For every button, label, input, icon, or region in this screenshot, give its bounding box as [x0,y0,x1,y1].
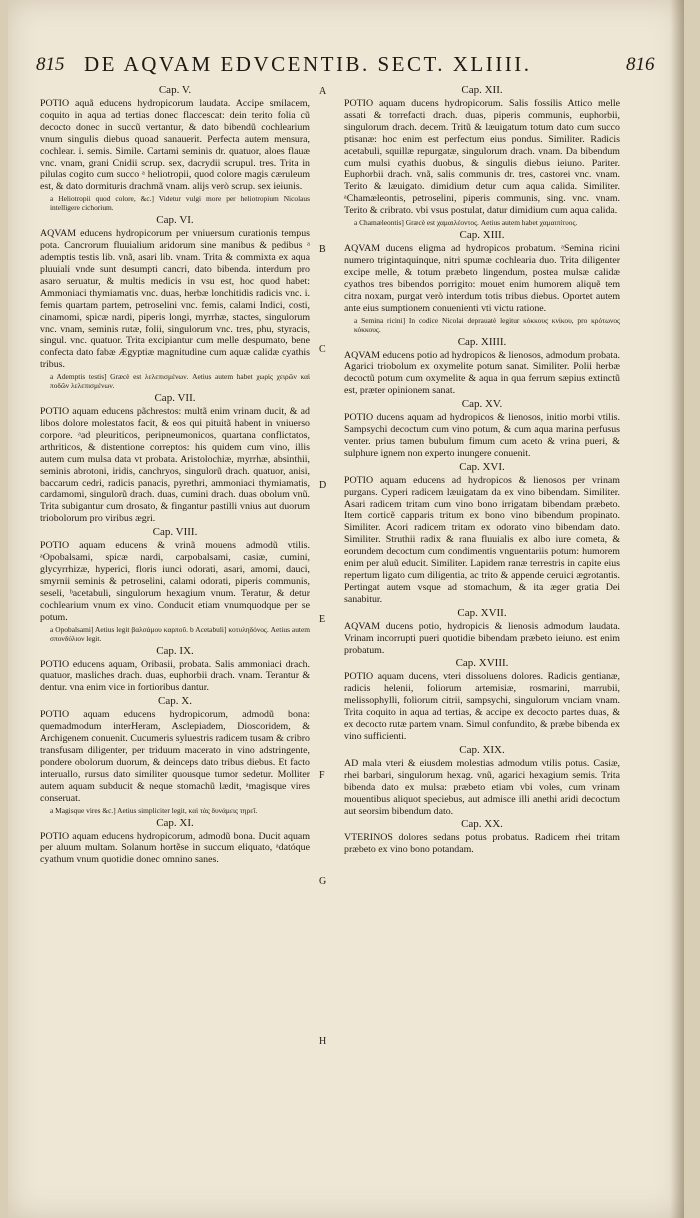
left-column [40,83,310,866]
margin-letter: A [319,86,327,97]
chapter-text: AQVAM ducens potio, hydropicis & lienosis admodum laudata. Vrinam incorrupti pueri quotidie bibendam præbeto ieiuno. est enim probatum. [344,620,620,656]
right-column [344,83,620,856]
chapter-heading: Cap. IX. [156,644,194,657]
chapter-text: VTERINOS dolores sedans potus probatus. Radicem rhei tritam præbeto ex vino bono potandam. [344,832,620,856]
annotation-note: a Magisque vires &c.] Aetius simpliciter legit, καὶ τὰς δυνάμεις τηρεῖ. [50,805,258,815]
chapter-heading: Cap. XI. [156,816,194,829]
chapter-heading: Cap. XIX. [459,743,505,756]
chapter-text: POTIO aquam ducens, vteri dissoluens dolores. Radicis gentianæ, radicis helenii, foliorum artemisiæ, rosmarini, marrubii, melissophylli, foliorum citrii, sampsychi, singulorum vnciam vnam. Trita coquito in aqua ad tertias, & accipe ex decocto partes duas, & ex decocto rutæ partem vnam. Simul confundito, & præbe bibenda ex vino sufficienti. [344,671,620,742]
annotation-note: a Chamæleontis] Græcè est χαμαιλέοντος. Aetius autem habet χαμαιπίτυος. [354,218,578,228]
chapter-text: AD mala vteri & eiusdem molestias admodum vtilis potus. Casiæ, rhei barbari, singulorum hexag. vnũ, agarici hexagium semis. Trita bibenda dato ex mulsa: præbeto etiam vbi voles, cum vrinam mouentibus aliquot speciebus, aut admisce illi anethi aridi decoctum aut seorsim bibendum dato. [344,757,620,817]
chapter-heading: Cap. XII. [461,84,503,96]
annotation-note: a Ademptis testis] Græcè est λελεπισμένων. Aetius autem habet χωρὶς χειρῶν καὶ ποδῶν λελεπισμένων. [50,372,310,391]
chapter-text: POTIO aquam educens hydropicorum, admodũ bona. Ducit aquam per aluum multam. Solanum hortẽse in succum eliquato, ᵃdatóque cyathum vnum quotidie donec omnino sanes. [40,830,310,866]
chapter-heading: Cap. VIII. [152,526,198,539]
book-page [8,0,684,1218]
page-header [8,54,684,84]
chapter-heading: Cap. V. [158,84,192,96]
chapter-heading: Cap. XX. [461,818,503,831]
chapter-text: POTIO aquam educens ad hydropicos & lienosos per vrinam purgans. Cyperi radicem læuigatam da ex vino bibendam. Similiter. Asari radicem tritam cum vino bono irrigatam bibendam præbeto. Item corticẽ capparis tritum ex bono vino bibendum propinato. Similiter. Acori radicem tritam ex odorato vino bibendam dato. Similiter. Struthii radix & rana fluuialis ex albo iure cometa, & eorundem decoctum cum condimentis vnguentariis potum: humorem enim per aluũ educit. Similiter. Lapidem ranæ terrestris in capite eius repertum ligato cum diligentia, ac trito & appende ceruici ægrotantis. Pertingat autem vsque ad stomachum, & ita æger gratia Dei sanabitur. [344,474,620,605]
chapter-text: POTIO aquã educens hydropicorum laudata. Accipe smilacem, coquito in aqua ad tertias donec flaccescat: dein terito folia cũ decocto donec in succũ vertantur, & dato bibendũ cochlearium vnum singulis diebus quoad sanauerit. Perfecta autem mensura, cochlear. i. semis. Simile. Cartami seminis dr. quatuor, aloes flauæ vnc. vnam, grani Cnidii scrup. sex, dacrydii scrupul. tres. Trita in pilulas cogito cum succo ᵃ heliotropii, quod colore magis cæruleum est, & dato dormituris drachmã vnam. alijs verò scrup. sex ieiunis. [40,98,310,193]
chapter-heading: Cap. XVII. [457,606,507,619]
chapter-text: POTIO aquam educens & vrinã mouens admodũ vtilis. ᵃOpobalsami, spicæ nardi, carpobalsami, casiæ, cumini, glycyrrhizæ, hyperici, floris iunci odorati, asari, amomi, dauci, smyrnii seminis & petroselini, calami odorati, piperis communis, seseli, ᵇacetabuli, singulorum hexagium vnum. Teratur, & detur cochlearium vnum ex vino. Conducit etiam vnumquodque per se potum. [40,540,310,623]
chapter-heading: Cap. XVIII. [455,657,509,670]
chapter-text: AQVAM educens potio ad hydropicos & lienosos, admodum probata. Agarici triobolum ex oxymelite potum sanat. Similiter. Polii herbæ decoctũ potum cum oxymelite & aqua in qua ferrum sæpius extinctũ est, præter opinionem sanat. [344,349,620,397]
page-edge-shadow [670,0,684,1218]
chapter-heading: Cap. XVI. [459,460,505,473]
running-title: DE AQVAM EDVCENTIB. SECT. XLIIII. [84,52,532,76]
chapter-heading: Cap. VII. [154,392,196,405]
chapter-text: AQVAM ducens eligma ad hydropicos probatum. ᵃSemina ricini numero trigintaquinque, nitri spumæ cochlearia duo. Trita diligenter excipe melle, & totum præbeto lingendum, postea mulsæ calidæ cyathos tres bibendos porrigito: mouet enim humorem aliquẽ tem citra noxam, purgat verò interdum totis tribus diebus. Oportet autem ante eius sumptionem conuenienti vti victu ratione. [344,243,620,314]
page-number-left: 815 [36,54,65,75]
margin-letter: D [319,480,327,491]
chapter-text: AQVAM educens hydropicorum per vniuersum curationis tempus pota. Cancrorum fluuialium aridorum sine manibus & pedibus ᵃ ademptis testis lib. vnã, asari lib. vnam. Trita & commixta ex aqua pluuiali vnde sunt desumpti cancri, dato bibenda. interdum pro asaro seruatur, & multis medicis in vsu est, hoc quod habet: Ammoniaci thymiamatis vnc. duas, herbæ lonchitidis radicis vnc. i. femis quartam partem, petroselini vnc. femis, calami Indici, costi, cinamomi, spicæ nardi, piperis longi, myrrhæ, stactes, singulorum vnc. vnam, seminis rutæ, folii, singulorum vnc. tres, phu, styracis, singul. vnc. quatuor. Trita excipiantur cum melle despumato, bene confecta dato fabæ Ægyptiæ magnitudine cum aquæ calidæ cyathis tribus. [40,228,310,371]
annotation-note: a Heliotropii quod colore, &c.] Videtur vulgi more per heliotropium Nicolaus intelligere cichorium. [50,194,310,213]
annotation-note: a Opobalsami] Aetius legit βαλσάμου καρποῦ. b Acetabuli] κοτυληδόνος. Aetius autem σπονδύλιον legit. [50,624,310,643]
chapter-text: POTIO aquam educens hydropicorum, admodũ bona: quemadmodum interHeram, Asclepiadem, Dioscoridem, & Archigenem conuenit. Cucumeris syluestris radicem tusam & cribro transfusam diligenter, per triduum macerato in vino adstringente, pondere obolorum duorum, & deinceps dato tribus diebus. Et facto interuallo, rursus dato similiter quousque tumor sedetur. Molliter autem aquam subducit & neque stomachũ lædit, ᵃmagisque vires conseruat. [40,709,310,804]
chapter-heading: Cap. VI. [156,214,194,227]
chapter-heading: Cap. XIII. [459,229,505,242]
chapter-heading: Cap. X. [158,695,192,708]
chapter-text: POTIO aquam educens pãchrestos: multã enim vrinam ducit, & ad libos dolore molestatos facit, & eos qui pituitã habent in vniuerso corpore. ᵃad pleuriticos, peripneumonicos, quartana conflictatos, arthriticos, & distentione correptos: his quidem cum vino, illis autem cum mulsa data vt probata. Aristolochiæ, myrrhæ, absinthii, seminis abrotoni, iridis, canchryos, singulorũ drach. quatuor, anisi, baccarum cedri, radicis panacis, pyrethri, ammoniaci thymiamatis, cardamomi, singulorũ drach. duas, cumini drach. duas obolum vnũ. Trita subigantur cum drosato, & fingantur pastilli vnius aut duorum triobolorum pro viribus ægri. [40,406,310,525]
chapter-text: POTIO educens aquam, Oribasii, probata. Salis ammoniaci drach. quatuor, masliches drach. duas, euphorbii drach. vnam. Terantur & dentur. vna enim vice in fortioribus dantur. [40,658,310,694]
chapter-heading: Cap. XV. [461,398,503,411]
margin-letter: H [319,1036,327,1047]
margin-letter: C [319,344,326,355]
chapter-text: POTIO aquam ducens hydropicorum. Salis fossilis Attico melle assati & torrefacti drach. duas, piperis communis, euphorbii, singulorum drach. decem. Tritũ & læuigatum totum dato cum succo ptisanæ: hoc enim est perfectum eius pondus. Similiter. Radicis acetabuli, squillæ repurgatæ, singulorum drach. vnam. Da bibendum cum mulsi cyathis duobus, & singulis diebus ieiuno. Pariter. Euphorbii drach. vnã, salis communis dr. tres, castorei vnc. vnam. Terito & læuigato. dimidium detur cum aqua calida. Similiter. ᵃChamæleontis, petroselini, piperis communis, sing. vnc. vnam. Terito & cribrato. vbi vsus postulat, datur dimidium cum aqua calida. [344,98,620,217]
margin-letter: B [319,244,326,255]
margin-letter: G [319,876,327,887]
page-number-right: 816 [626,54,655,75]
chapter-text: POTIO ducens aquam ad hydropicos & lienosos, initio morbi vtilis. Sampsychi decoctum cum vino potum, & cum aqua marina perfusus venter. prius tamen bubulum fimum cum aceto & vrina pueri, & sulphure ignem non experto inungere conuenit. [344,412,620,459]
annotation-note: a Semina ricini] In codice Nicolai deprauatè legitur κόκκους κνίκου, pro κρότωνος κόκκους. [354,315,620,334]
chapter-heading: Cap. XIIII. [457,335,507,348]
margin-letter: F [319,770,325,781]
margin-letter: E [319,614,326,625]
